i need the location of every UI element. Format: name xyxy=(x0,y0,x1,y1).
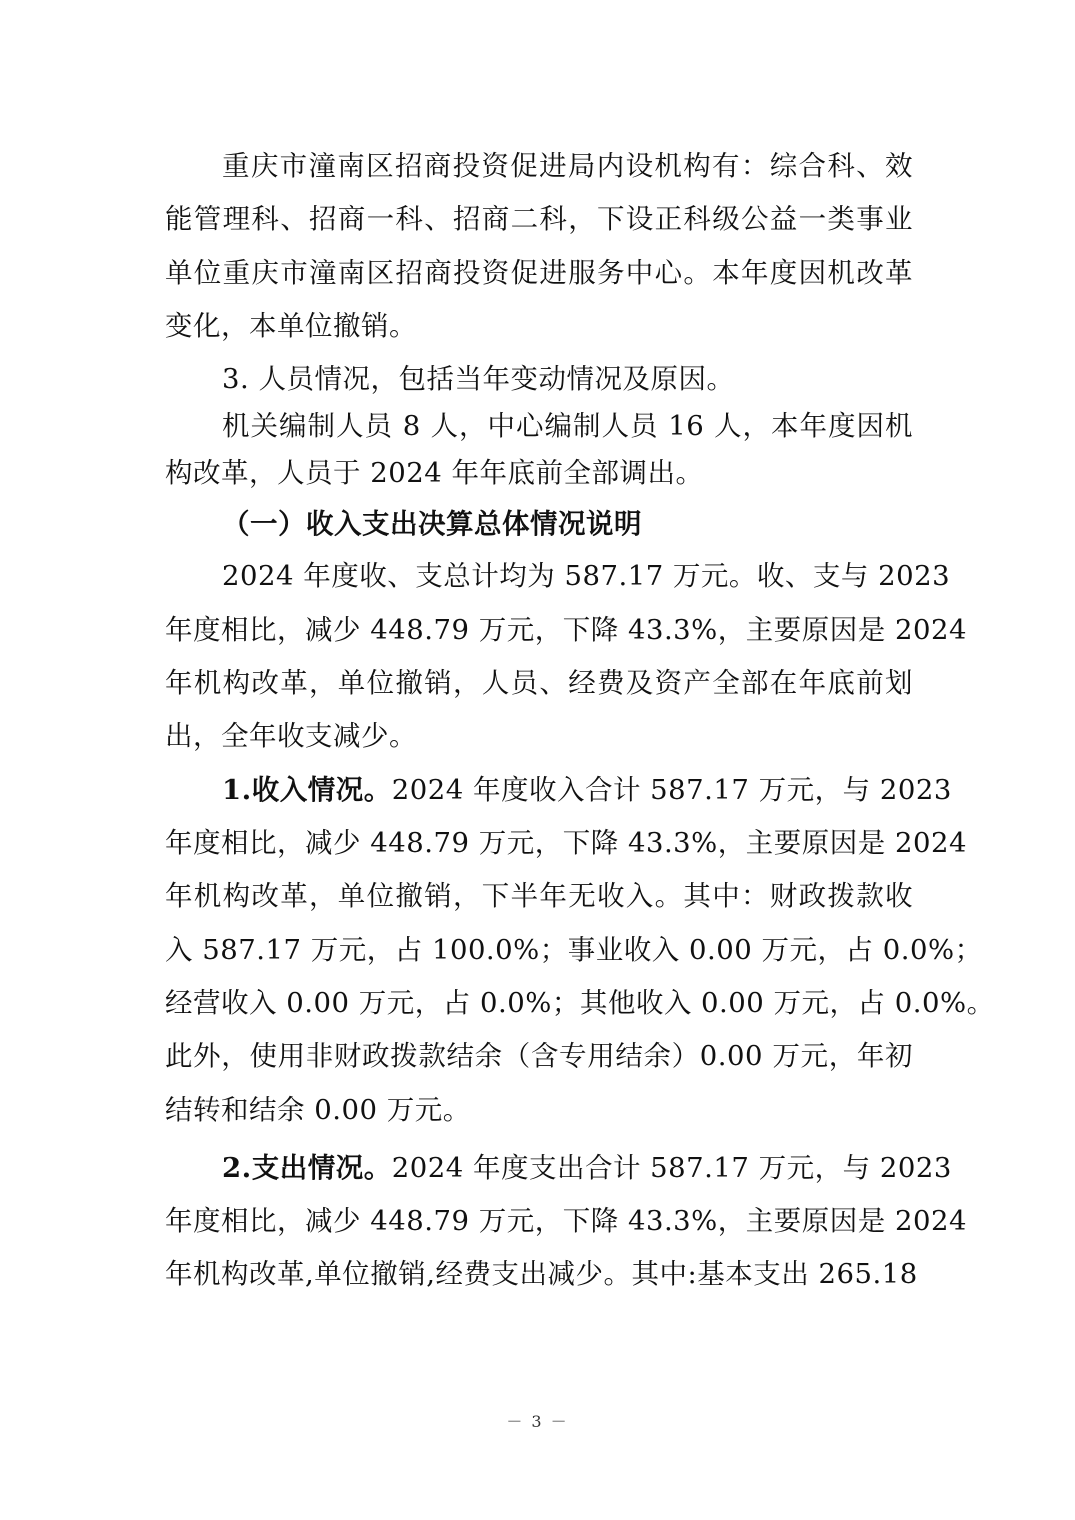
income-label: 1.收入情况。 xyxy=(222,774,392,806)
expense-line-2: 年度相比，减少 448.79 万元，下降 43.3%，主要原因是 2024 xyxy=(165,1205,968,1237)
staff-line-2: 构改革，人员于 2024 年年底前全部调出。 xyxy=(165,457,704,489)
overall-line-3: 年机构改革，单位撤销，人员、经费及资产全部在年底前划 xyxy=(165,667,913,699)
section-heading: （一）收入支出决算总体情况说明 xyxy=(222,508,642,540)
expense-line-3: 年机构改革,单位撤销,经费支出减少。其中:基本支出 265.18 xyxy=(165,1258,918,1290)
income-first-rest: 2024 年度收入合计 587.17 万元，与 2023 xyxy=(391,774,952,806)
overall-line-2: 年度相比，减少 448.79 万元，下降 43.3%，主要原因是 2024 xyxy=(165,614,968,646)
income-line-6: 此外，使用非财政拨款结余（含专用结余）0.00 万元，年初 xyxy=(165,1040,913,1072)
overall-line-4: 出，全年收支减少。 xyxy=(165,720,417,752)
staff-line-1: 机关编制人员 8 人，中心编制人员 16 人，本年度因机 xyxy=(222,410,913,442)
overall-line-1: 2024 年度收、支总计均为 587.17 万元。收、支与 2023 xyxy=(222,560,951,592)
income-line-5: 经营收入 0.00 万元，占 0.0%；其他收入 0.00 万元，占 0.0%。 xyxy=(165,987,995,1019)
income-line-4: 入 587.17 万元，占 100.0%；事业收入 0.00 万元，占 0.0%； xyxy=(165,934,983,966)
income-line-3: 年机构改革，单位撤销，下半年无收入。其中：财政拨款收 xyxy=(165,880,913,912)
expense-line-1 xyxy=(222,1148,952,1188)
org-line-1: 重庆市潼南区招商投资促进局内设机构有：综合科、效 xyxy=(222,150,913,182)
expense-label: 2.支出情况。 xyxy=(222,1152,392,1184)
expense-first-rest: 2024 年度支出合计 587.17 万元，与 2023 xyxy=(391,1152,952,1184)
income-line-7: 结转和结余 0.00 万元。 xyxy=(165,1094,471,1126)
org-line-3: 单位重庆市潼南区招商投资促进服务中心。本年度因机改革 xyxy=(165,257,913,289)
staff-title: 3. 人员情况，包括当年变动情况及原因。 xyxy=(222,363,735,395)
income-line-1 xyxy=(222,770,952,810)
income-line-2: 年度相比，减少 448.79 万元，下降 43.3%，主要原因是 2024 xyxy=(165,827,968,859)
page-number: － 3 － xyxy=(506,1412,569,1431)
org-line-2: 能管理科、招商一科、招商二科，下设正科级公益一类事业 xyxy=(165,203,913,235)
org-line-4: 变化，本单位撤销。 xyxy=(165,310,417,342)
